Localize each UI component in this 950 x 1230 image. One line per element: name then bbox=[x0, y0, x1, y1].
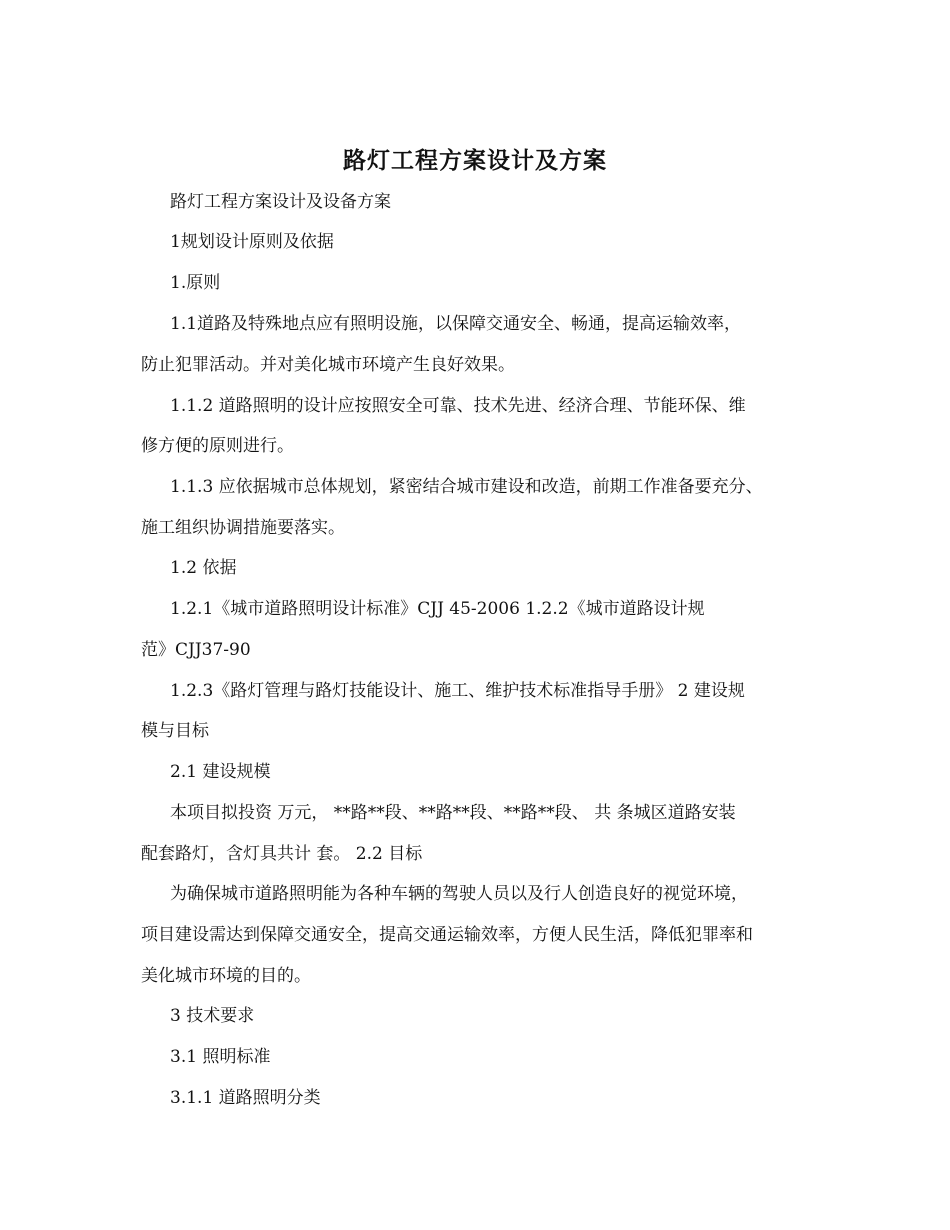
paragraph-line: 2.1 建设规模 bbox=[170, 762, 271, 782]
paragraph-line: 1.2.1《城市道路照明设计标准》CJJ 45-2006 1.2.2《城市道路设计规 bbox=[170, 599, 705, 619]
paragraph-line: 1规划设计原则及依据 bbox=[170, 232, 334, 252]
paragraph-line: 1.1道路及特殊地点应有照明设施，以保障交通安全、畅通，提高运输效率， bbox=[170, 314, 742, 334]
paragraph-line: 修方便的原则进行。 bbox=[141, 436, 294, 456]
paragraph-line: 路灯工程方案设计及设备方案 bbox=[170, 192, 391, 212]
paragraph-line: 模与目标 bbox=[141, 721, 209, 741]
document-title: 路灯工程方案设计及方案 bbox=[343, 147, 607, 174]
paragraph-line: 3 技术要求 bbox=[170, 1006, 255, 1026]
paragraph-line: 本项目拟投资 万元， **路**段、**路**段、**路**段、 共 条城区道路安装 bbox=[170, 803, 736, 823]
paragraph-line: 1.1.2 道路照明的设计应按照安全可靠、技术先进、经济合理、节能环保、维 bbox=[170, 396, 746, 416]
paragraph-line: 1.2.3《路灯管理与路灯技能设计、施工、维护技术标准指导手册》 2 建设规 bbox=[170, 681, 745, 701]
paragraph-line: 配套路灯，含灯具共计 套。 2.2 目标 bbox=[141, 844, 423, 864]
paragraph-line: 范》CJJ37-90 bbox=[141, 640, 251, 660]
paragraph-line: 1.原则 bbox=[170, 273, 221, 293]
paragraph-line: 为确保城市道路照明能为各种车辆的驾驶人员以及行人创造良好的视觉环境， bbox=[170, 884, 748, 904]
paragraph-line: 防止犯罪活动。并对美化城市环境产生良好效果。 bbox=[141, 355, 515, 375]
paragraph-line: 1.1.3 应依据城市总体规划，紧密结合城市建设和改造，前期工作准备要充分、 bbox=[170, 477, 763, 497]
paragraph-line: 3.1 照明标准 bbox=[170, 1047, 271, 1067]
paragraph-line: 项目建设需达到保障交通安全，提高交通运输效率，方便人民生活，降低犯罪率和 bbox=[141, 925, 753, 945]
paragraph-line: 美化城市环境的目的。 bbox=[141, 966, 311, 986]
paragraph-line: 施工组织协调措施要落实。 bbox=[141, 518, 345, 538]
paragraph-line: 3.1.1 道路照明分类 bbox=[170, 1088, 321, 1108]
paragraph-line: 1.2 依据 bbox=[170, 558, 237, 578]
